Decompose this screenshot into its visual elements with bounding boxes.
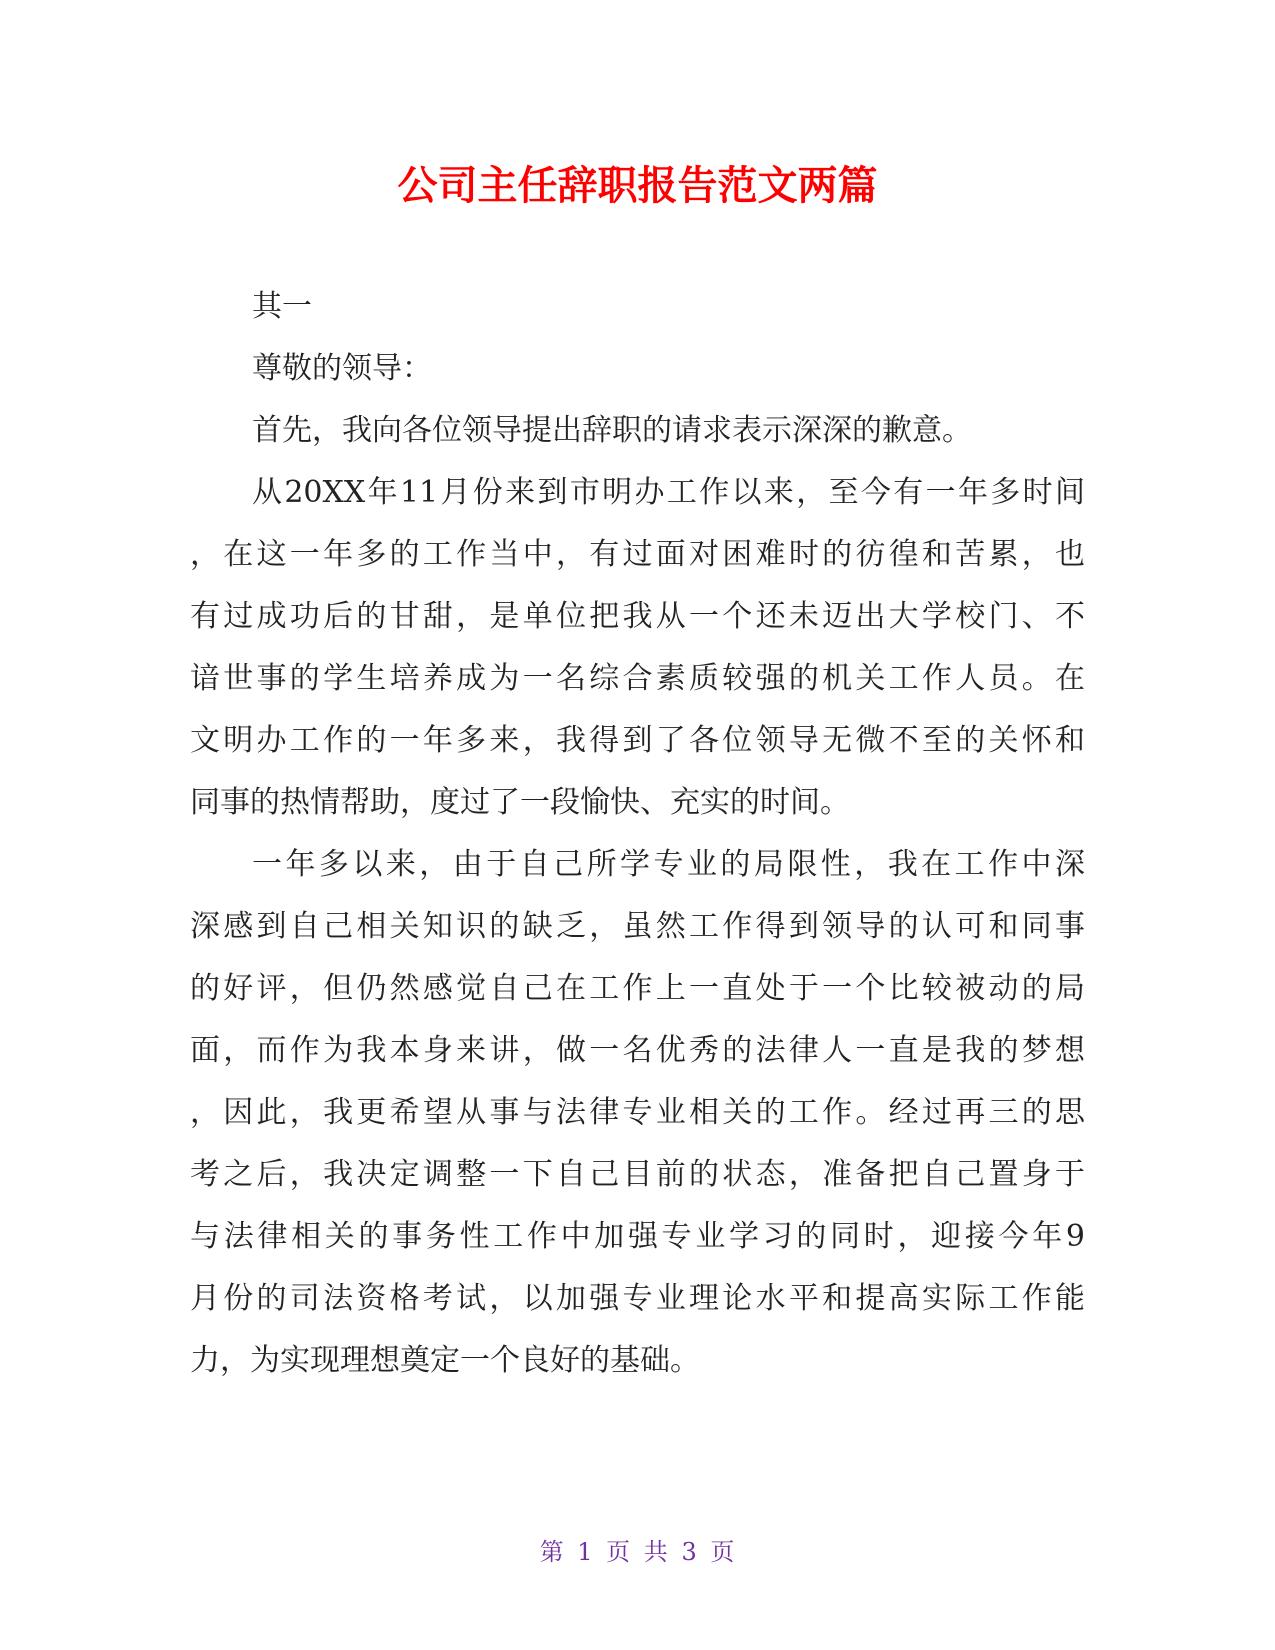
paragraph-line: 同事的热情帮助，度过了一段愉快、充实的时间。 <box>190 785 850 820</box>
paragraph-line: 与法律相关的事务性工作中加强专业学习的同时，迎接今年9 <box>190 1219 1085 1254</box>
paragraph-heading: 其一 <box>252 289 312 324</box>
document-title: 公司主任辞职报告范文两篇 <box>397 163 878 209</box>
paragraph-line: 考之后，我决定调整一下自己目前的状态，准备把自己置身于 <box>190 1157 1085 1192</box>
paragraph-line: 首先，我向各位领导提出辞职的请求表示深深的歉意。 <box>252 413 972 448</box>
paragraph-line: 的好评，但仍然感觉自己在工作上一直处于一个比较被动的局 <box>190 971 1085 1006</box>
paragraph-line: 文明办工作的一年多来，我得到了各位领导无微不至的关怀和 <box>190 723 1085 758</box>
paragraph-line: 力，为实现理想奠定一个良好的基础。 <box>190 1343 700 1378</box>
paragraph-line: 月份的司法资格考试，以加强专业理论水平和提高实际工作能 <box>190 1281 1085 1316</box>
paragraph-line: 面，而作为我本身来讲，做一名优秀的法律人一直是我的梦想 <box>190 1033 1085 1068</box>
paragraph-line: 深感到自己相关知识的缺乏，虽然工作得到领导的认可和同事 <box>190 909 1085 944</box>
paragraph-line: ，因此，我更希望从事与法律专业相关的工作。经过再三的思 <box>190 1095 1085 1130</box>
paragraph-line: 谙世事的学生培养成为一名综合素质较强的机关工作人员。在 <box>190 661 1085 696</box>
page-number-footer: 第 1 页 共 3 页 <box>539 1538 736 1566</box>
paragraph-line: 一年多以来，由于自己所学专业的局限性，我在工作中深 <box>252 847 1085 882</box>
paragraph-line: ，在这一年多的工作当中，有过面对困难时的彷徨和苦累，也 <box>190 537 1085 572</box>
salutation: 尊敬的领导： <box>252 351 432 386</box>
paragraph-line: 从20XX年11月份来到市明办工作以来，至今有一年多时间 <box>252 475 1085 510</box>
paragraph-line: 有过成功后的甘甜，是单位把我从一个还未迈出大学校门、不 <box>190 599 1085 634</box>
